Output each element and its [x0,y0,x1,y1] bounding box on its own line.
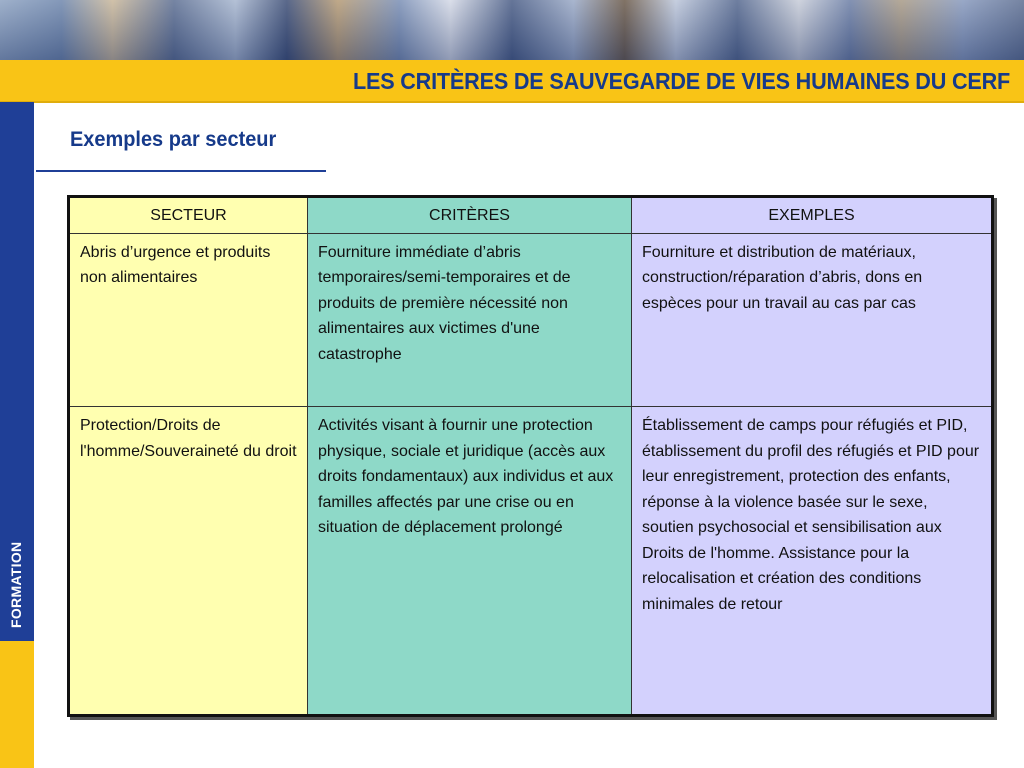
table-row [69,407,993,716]
column-header-examples: EXEMPLES [632,197,993,234]
sector-cell: Abris d’urgence et produits non alimentaires [69,233,308,407]
page-title: LES CRITÈRES DE SAUVEGARDE DE VIES HUMAINES DU CERF [352,68,1010,94]
table-row [69,233,993,407]
sector-cell: Protection/Droits de l'homme/Souveraineté du droit [69,407,308,716]
table-header-row [69,197,993,234]
section-subtitle: Exemples par secteur [70,128,277,151]
side-band-label: FORMATION [8,541,24,628]
criteria-cell: Fourniture immédiate d’abris temporaires/semi-temporaires et de produits de première nécessité non alimentaires aux victimes d'une catastrophe [308,233,632,407]
examples-cell: Établissement de camps pour réfugiés et PID, établissement du profil des réfugiés et PID pour leur enregistrement, protection des enfants, réponse à la violence basée sur le sexe, soutien psychosocial et sensibilisation aux Droits de l'homme. Assistance pour la relocalisation et création des conditions minimales de retour [632,407,993,716]
examples-cell: Fourniture et distribution de matériaux, construction/réparation d’abris, dons en espèces pour un travail au cas par cas [632,233,993,407]
title-bar-divider [0,101,1024,103]
column-header-criteria: CRITÈRES [308,197,632,234]
sector-table [67,195,994,717]
subtitle-underline [36,170,326,172]
side-band-accent [0,641,34,768]
column-header-sector: SECTEUR [69,197,308,234]
header-photo-banner [0,0,1024,60]
criteria-cell: Activités visant à fournir une protection physique, sociale et juridique (accès aux droits fondamentaux) aux individus et aux familles affectés par une crise ou en situation de déplacement prolongé [308,407,632,716]
